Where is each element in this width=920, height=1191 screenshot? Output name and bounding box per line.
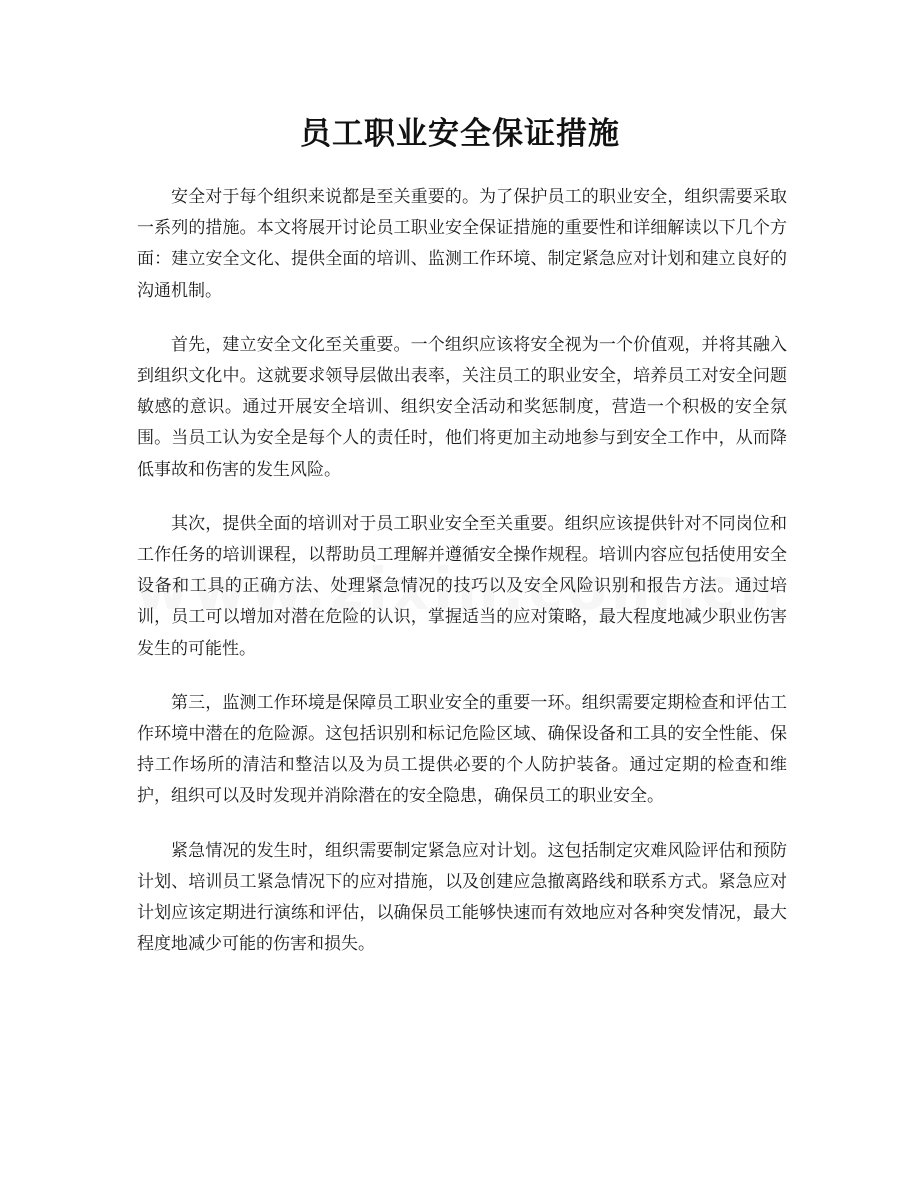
document-body: [137, 182, 787, 983]
paragraph-training: 其次，提供全面的培训对于员工职业安全至关重要。组织应该提供针对不同岗位和工作任务的培训课程，以帮助员工理解并遵循安全操作规程。培训内容应包括使用安全设备和工具的正确方法、处理紧急情况的技巧以及安全风险识别和报告方法。通过培训，员工可以增加对潜在危险的认识，掌握适当的应对策略，最大程度地减少职业伤害发生的可能性。: [137, 513, 787, 659]
paragraph-work-environment: 第三，监测工作环境是保障员工职业安全的重要一环。组织需要定期检查和评估工作环境中潜在的危险源。这包括识别和标记危险区域、确保设备和工具的安全性能、保持工作场所的清洁和整洁以及为员工提供必要的个人防护装备。通过定期的检查和维护，组织可以及时发现并消除潜在的安全隐患，确保员工的职业安全。: [137, 692, 787, 807]
page-title: 员工职业安全保证措施: [300, 116, 620, 152]
paragraph-safety-culture: 首先，建立安全文化至关重要。一个组织应该将安全视为一个价值观，并将其融入到组织文化中。这就要求领导层做出表率，关注员工的职业安全，培养员工对安全问题敏感的意识。通过开展安全培训、组织安全活动和奖惩制度，营造一个积极的安全氛围。当员工认为安全是每个人的责任时，他们将更加主动地参与到安全工作中，从而降低事故和伤害的发生风险。: [137, 334, 787, 480]
paragraph-intro: 安全对于每个组织来说都是至关重要的。为了保护员工的职业安全，组织需要采取一系列的措施。本文将展开讨论员工职业安全保证措施的重要性和详细解读以下几个方面：建立安全文化、提供全面的培训、监测工作环境、制定紧急应对计划和建立良好的沟通机制。: [137, 187, 787, 301]
paragraph-emergency-plan: 紧急情况的发生时，组织需要制定紧急应对计划。这包括制定灾难风险评估和预防计划、培训员工紧急情况下的应对措施，以及创建应急撤离路线和联系方式。紧急应对计划应该定期进行演练和评估，以确保员工能够快速而有效地应对各种突发情况，最大程度地减少可能的伤害和损失。: [137, 840, 787, 955]
